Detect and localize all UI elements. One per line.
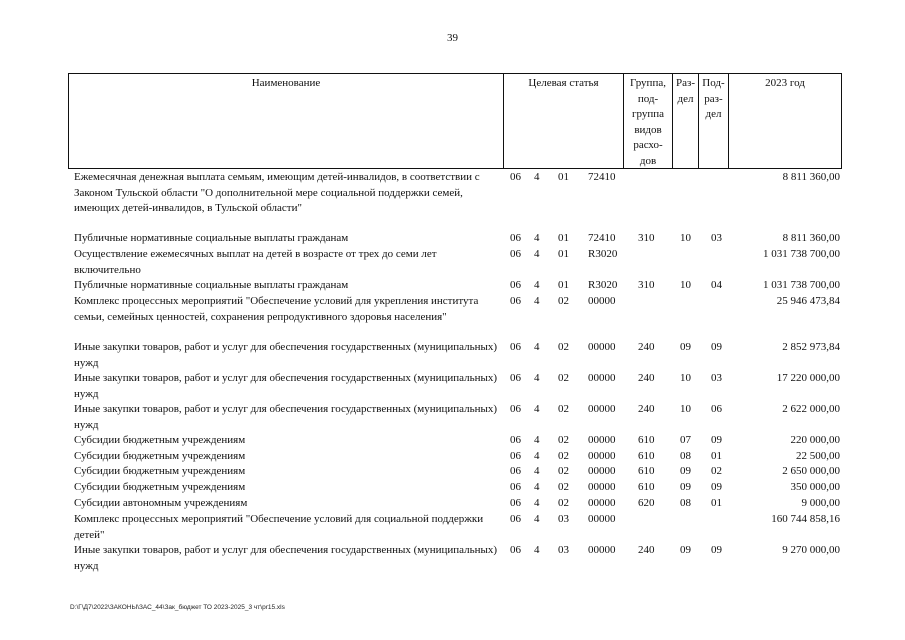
podrazdel: 09	[711, 341, 722, 353]
podrazdel: 01	[711, 450, 722, 462]
amount-2023: 9 270 000,00	[782, 544, 840, 556]
target-code-program: 06	[510, 481, 521, 493]
footer-file-path: D:\Г\Д7\2022\ЗАКОНЫ\ЗАС_44\Зак_бюджет ТО 2023-2025_3 чт\pr15.xls	[70, 604, 285, 611]
target-code-type: 4	[534, 372, 540, 384]
header-podrazdel-line: дел	[705, 108, 722, 120]
amount-2023: 220 000,00	[790, 434, 840, 446]
razdel: 10	[680, 372, 691, 384]
target-code-complex: 03	[558, 544, 569, 556]
amount-2023: 9 000,00	[801, 497, 840, 509]
podrazdel: 06	[711, 403, 722, 415]
target-code-program: 06	[510, 341, 521, 353]
row-name: Иные закупки товаров, работ и услуг для обеспечения государственных (муниципальных) нужд	[74, 341, 498, 369]
header-podrazdel-line: Под-	[702, 77, 725, 89]
podrazdel: 02	[711, 465, 722, 477]
target-code-complex: 02	[558, 481, 569, 493]
podrazdel: 09	[711, 544, 722, 556]
target-code-complex: 01	[558, 232, 569, 244]
podrazdel: 09	[711, 481, 722, 493]
expense-group: 240	[638, 403, 655, 415]
razdel: 08	[680, 450, 691, 462]
target-code-complex: 01	[558, 171, 569, 183]
target-code-program: 06	[510, 513, 521, 525]
amount-2023: 8 811 360,00	[782, 232, 840, 244]
target-code-type: 4	[534, 497, 540, 509]
target-code-program: 06	[510, 403, 521, 415]
amount-2023: 25 946 473,84	[776, 295, 840, 307]
row-name: Субсидии автономным учреждениям	[74, 497, 248, 509]
razdel: 09	[680, 341, 691, 353]
row-name: Комплекс процессных мероприятий "Обеспечение условий для социальной поддержки детей"	[74, 513, 484, 541]
razdel: 07	[680, 434, 691, 446]
podrazdel: 03	[711, 372, 722, 384]
amount-2023: 8 811 360,00	[782, 171, 840, 183]
header-group-line: Группа,	[630, 77, 666, 89]
target-code-type: 4	[534, 279, 540, 291]
amount-2023: 17 220 000,00	[776, 372, 840, 384]
expense-group: 610	[638, 465, 655, 477]
target-code-direction: R3020	[588, 248, 618, 260]
header-target: Целевая статья	[504, 74, 624, 168]
target-code-type: 4	[534, 450, 540, 462]
header-group-line: видов	[634, 123, 662, 136]
amount-2023: 350 000,00	[790, 481, 840, 493]
target-code-program: 06	[510, 248, 521, 260]
header-group-line: дов	[639, 154, 657, 167]
razdel: 09	[680, 465, 691, 477]
target-code-complex: 03	[558, 513, 569, 525]
razdel: 10	[680, 403, 691, 415]
razdel: 09	[680, 481, 691, 493]
expense-group: 240	[638, 341, 655, 353]
expense-group: 310	[638, 232, 655, 244]
header-year: 2023 год	[765, 77, 805, 89]
expense-group: 610	[638, 434, 655, 446]
target-code-direction: 00000	[588, 450, 616, 462]
target-code-complex: 02	[558, 341, 569, 353]
target-code-direction: 00000	[588, 481, 616, 493]
header-podrazdel	[699, 74, 729, 168]
target-code-type: 4	[534, 465, 540, 477]
target-code-direction: 72410	[588, 171, 616, 183]
amount-2023: 2 650 000,00	[782, 465, 840, 477]
row-name: Публичные нормативные социальные выплаты гражданам	[74, 232, 349, 244]
expense-group: 610	[638, 481, 655, 493]
target-code-program: 06	[510, 450, 521, 462]
expense-group: 310	[638, 279, 655, 291]
expense-group: 240	[638, 372, 655, 384]
podrazdel: 01	[711, 497, 722, 509]
header-razdel	[673, 74, 699, 168]
header-group-line: под-	[637, 92, 659, 105]
row-name: Ежемесячная денежная выплата семьям, имеющим детей-инвалидов, в соответствии с Законом Тульской области "О дополнительной мере социальной поддержки семей, имеющих детей-инвалидов, в Тульской области"	[74, 171, 480, 214]
table-header	[68, 73, 842, 169]
razdel: 10	[680, 279, 691, 291]
target-code-program: 06	[510, 295, 521, 307]
target-code-program: 06	[510, 497, 521, 509]
row-name: Субсидии бюджетным учреждениям	[74, 481, 246, 493]
target-code-direction: R3020	[588, 279, 618, 291]
target-code-direction: 00000	[588, 403, 616, 415]
row-name: Комплекс процессных мероприятий "Обеспечение условий для укрепления института семьи, семейных ценностей, сохранения репродуктивного здоровья населения"	[74, 295, 479, 323]
target-code-type: 4	[534, 403, 540, 415]
target-code-type: 4	[534, 341, 540, 353]
target-code-complex: 02	[558, 434, 569, 446]
amount-2023: 160 744 858,16	[771, 513, 840, 525]
target-code-type: 4	[534, 434, 540, 446]
page-number: 39	[447, 32, 458, 44]
target-code-type: 4	[534, 481, 540, 493]
target-code-program: 06	[510, 465, 521, 477]
row-name: Субсидии бюджетным учреждениям	[74, 465, 246, 477]
row-name: Иные закупки товаров, работ и услуг для обеспечения государственных (муниципальных) нужд	[74, 544, 498, 572]
target-code-complex: 01	[558, 248, 569, 260]
amount-2023: 2 852 973,84	[782, 341, 840, 353]
target-code-type: 4	[534, 513, 540, 525]
expense-group: 240	[638, 544, 655, 556]
target-code-direction: 72410	[588, 232, 616, 244]
amount-2023: 2 622 000,00	[782, 403, 840, 415]
target-code-direction: 00000	[588, 513, 616, 525]
target-code-complex: 01	[558, 279, 569, 291]
target-code-type: 4	[534, 544, 540, 556]
target-code-type: 4	[534, 295, 540, 307]
expense-group: 610	[638, 450, 655, 462]
target-code-program: 06	[510, 434, 521, 446]
target-code-complex: 02	[558, 295, 569, 307]
header-name: Наименование	[69, 74, 504, 168]
expense-group: 620	[638, 497, 655, 509]
amount-2023: 1 031 738 700,00	[763, 248, 840, 260]
target-code-complex: 02	[558, 403, 569, 415]
target-code-direction: 00000	[588, 295, 616, 307]
podrazdel: 03	[711, 232, 722, 244]
row-name: Иные закупки товаров, работ и услуг для обеспечения государственных (муниципальных) нужд	[74, 403, 498, 431]
target-code-program: 06	[510, 171, 521, 183]
target-code-direction: 00000	[588, 434, 616, 446]
amount-2023: 22 500,00	[796, 450, 840, 462]
header-group-line: группа	[631, 108, 665, 120]
target-code-program: 06	[510, 279, 521, 291]
target-code-complex: 02	[558, 465, 569, 477]
row-name: Публичные нормативные социальные выплаты гражданам	[74, 279, 349, 291]
row-name: Осуществление ежемесячных выплат на детей в возрасте от трех до семи лет включительно	[74, 248, 437, 276]
razdel: 08	[680, 497, 691, 509]
target-code-direction: 00000	[588, 372, 616, 384]
target-code-direction: 00000	[588, 544, 616, 556]
header-podrazdel-line: раз-	[704, 92, 723, 105]
target-code-complex: 02	[558, 372, 569, 384]
row-name: Иные закупки товаров, работ и услуг для обеспечения государственных (муниципальных) нужд	[74, 372, 498, 400]
target-code-program: 06	[510, 544, 521, 556]
amount-2023: 1 031 738 700,00	[763, 279, 840, 291]
row-name: Субсидии бюджетным учреждениям	[74, 450, 246, 462]
target-code-complex: 02	[558, 450, 569, 462]
podrazdel: 04	[711, 279, 722, 291]
podrazdel: 09	[711, 434, 722, 446]
target-code-direction: 00000	[588, 497, 616, 509]
target-code-program: 06	[510, 372, 521, 384]
target-code-direction: 00000	[588, 341, 616, 353]
header-razdel-line: дел	[677, 92, 694, 105]
target-code-complex: 02	[558, 497, 569, 509]
target-code-type: 4	[534, 171, 540, 183]
header-group-line: расхо-	[633, 139, 663, 151]
target-code-type: 4	[534, 248, 540, 260]
header-group	[624, 74, 673, 168]
target-code-type: 4	[534, 232, 540, 244]
razdel: 09	[680, 544, 691, 556]
target-code-direction: 00000	[588, 465, 616, 477]
razdel: 10	[680, 232, 691, 244]
target-code-program: 06	[510, 232, 521, 244]
header-razdel-line: Раз-	[675, 77, 695, 89]
row-name: Субсидии бюджетным учреждениям	[74, 434, 246, 446]
